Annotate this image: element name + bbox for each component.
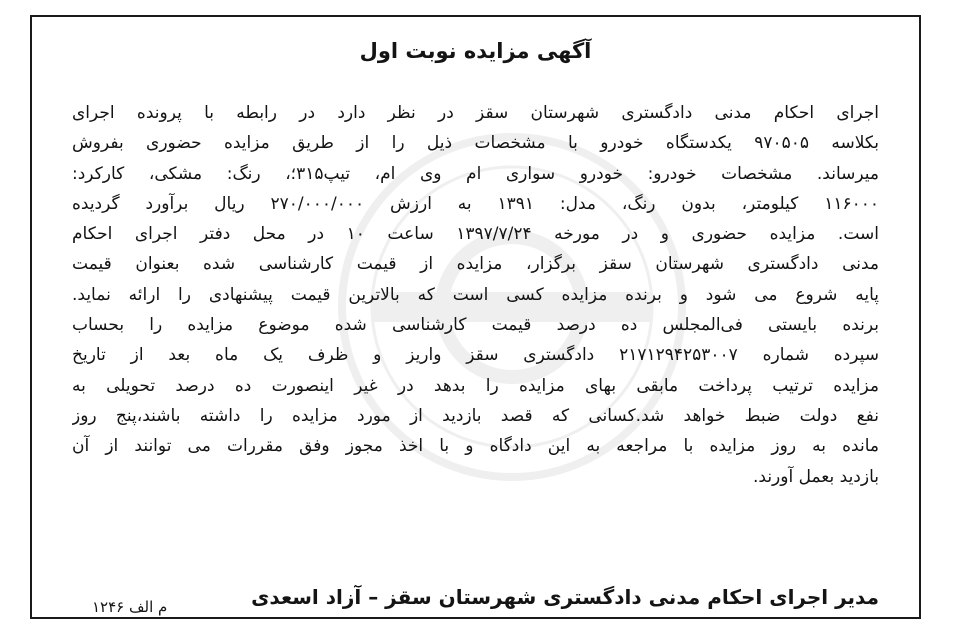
notice-title: آگهی مزایده نوبت اول (359, 39, 592, 63)
body-line: مزایده ترتیب پرداخت مابقی بهای مزایده را بدهد در غیر اینصورت ده درصد تحویلی به (72, 375, 879, 396)
body-line-last: بازدید بعمل آورند. (753, 466, 879, 487)
body-line: است. مزایده حضوری و در مورخه ۱۳۹۷/۷/۲۴ ساعت ۱۰ در محل دفتر اجرای احکام (72, 224, 879, 245)
notice-body (72, 98, 879, 492)
body-line: برنده بایستی فی‌المجلس ده درصد قیمت کارشناسی شده موضوع مزایده را بحساب (72, 315, 879, 336)
signature-line: مدیر اجرای احکام مدنی دادگستری شهرستان سقز – آزاد اسعدی (251, 585, 879, 609)
body-line: پایه شروع می شود و برنده مزایده کسی است که بالاترین قیمت پیشنهادی را ارائه نماید. (72, 284, 879, 305)
body-line: اجرای احکام مدنی دادگستری شهرستان سقز در نظر دارد در رابطه با پرونده اجرای (72, 103, 879, 123)
body-line: ۱۱۶۰۰۰ کیلومتر، بدون رنگ، مدل: ۱۳۹۱ به ارزش ۲۷۰/۰۰۰/۰۰۰ ریال برآورد گردیده (72, 193, 879, 214)
notice-frame (30, 15, 921, 619)
body-line: مانده به روز مزایده با مراجعه به این دادگاه و با اخذ مجوز وفق مقررات می توانند از آن (72, 436, 879, 457)
body-line: نفع دولت ضبط خواهد شد.کسانی که قصد بازدید از مورد مزایده را داشته باشند،پنج روز (72, 405, 879, 426)
reference-code: م الف ۱۲۴۶ (92, 598, 168, 616)
body-line: سپرده شماره ۲۱۷۱۲۹۴۲۵۳۰۰۷ دادگستری سقز واریز و ظرف یک ماه بعد از تاریخ (72, 345, 879, 366)
body-line: مدنی دادگستری شهرستان سقز برگزار، مزایده از قیمت کارشناسی شده بعنوان قیمت (72, 254, 879, 275)
body-line: بکلاسه ۹۷۰۵۰۵ یکدستگاه خودرو با مشخصات ذیل را از طریق مزایده حضوری بفروش (72, 133, 879, 154)
body-line: میرساند. مشخصات خودرو: خودرو سواری ام وی ام، تیپ۳۱۵؛، رنگ: مشکی، کارکرد: (72, 163, 879, 184)
